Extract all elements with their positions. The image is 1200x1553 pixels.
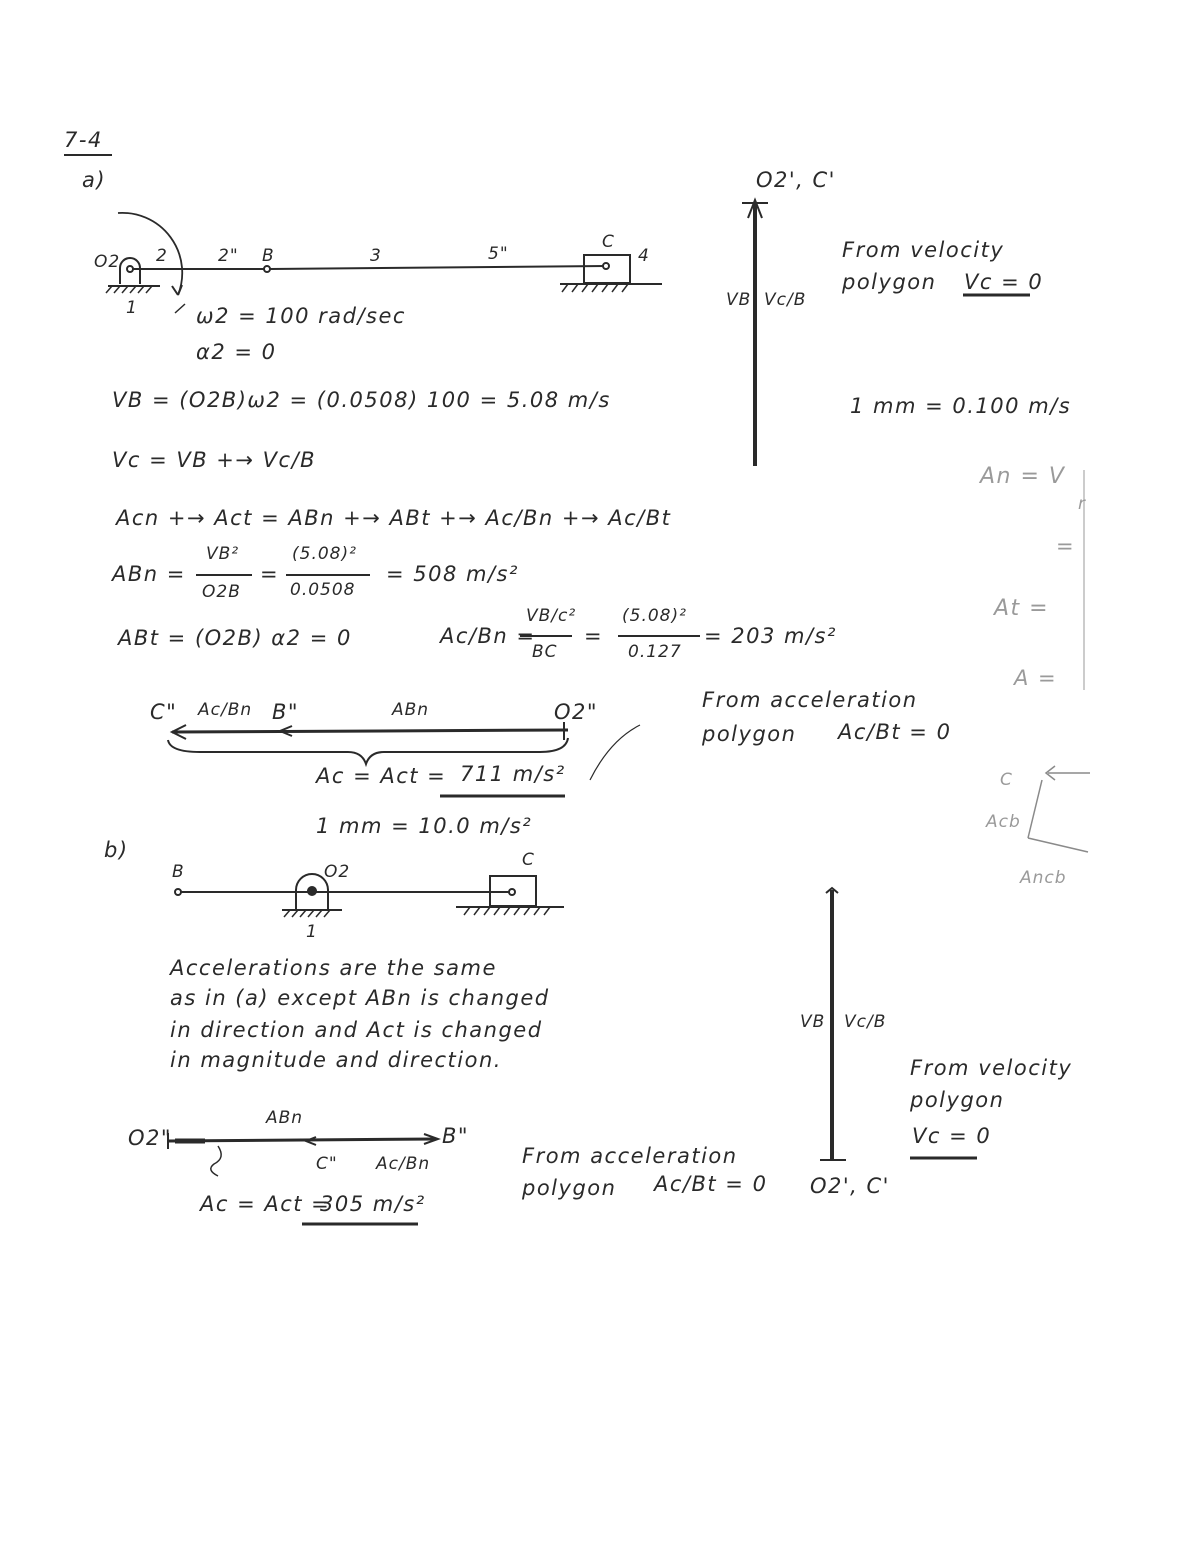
vel-a-note-line1: From velocity [842, 238, 1005, 262]
text-b-line4: in magnitude and direction. [170, 1048, 502, 1072]
vel-b-note-line2: polygon [910, 1088, 1005, 1112]
eq-acbn-frac1-den: BC [532, 642, 558, 662]
scribble-at: At = [994, 596, 1050, 621]
vel-a-note-line2: polygon [842, 270, 937, 294]
problem-number: 7-4 [64, 128, 103, 152]
acc-b-result-lhs: Ac = Act = [200, 1192, 331, 1216]
joint-b-b [175, 889, 181, 895]
acc-b-result: 305 m/s² [320, 1192, 426, 1216]
vel-a-top-label: O2', C' [756, 168, 836, 192]
acc-a-scale: 1 mm = 10.0 m/s² [316, 814, 533, 838]
acc-a-result: 711 m/s² [460, 762, 566, 786]
vel-b-vb-label: VB [800, 1012, 826, 1032]
mech-a-dim1-label: 2" [218, 246, 239, 266]
crank-arc [118, 213, 182, 295]
vel-a-scale: 1 mm = 0.100 m/s [850, 394, 1072, 418]
eq-abn-eq: = [260, 562, 280, 586]
scribble-an: An = V [980, 464, 1066, 489]
text-b-line3: in direction and Act is changed [170, 1018, 543, 1042]
eq-vb: VB = (O2B)ω2 = (0.0508) 100 = 5.08 m/s [112, 388, 611, 412]
text-b-line2: as in (a) except ABn is changed [170, 986, 550, 1010]
acc-a-c-label: C" [150, 700, 178, 724]
eq-acbn-frac2-num: (5.08)² [622, 606, 687, 626]
acc-b-c-label: C" [316, 1154, 338, 1174]
mech-a-link4-label: 4 [638, 246, 650, 266]
vel-b-note-line1: From velocity [910, 1056, 1073, 1080]
eq-abn-result: = 508 m/s² [386, 562, 519, 586]
mech-a-link2-label: 2 [156, 246, 168, 266]
acc-b-b-label: B" [442, 1124, 470, 1148]
acc-b-acb-label: Ac/Bn [376, 1154, 431, 1174]
scribble-eq: = [1056, 534, 1076, 558]
eq-abn-frac1-den: O2B [202, 582, 241, 602]
eq-acbn-frac1-num: VB/c² [526, 606, 577, 626]
scribble-an-den: r [1078, 494, 1086, 514]
acc-b-o2-label: O2" [128, 1126, 173, 1150]
eq-acbn-result: = 203 m/s² [704, 624, 837, 648]
brace-a [168, 738, 568, 764]
eq-vc: Vc = VB +→ Vc/B [112, 448, 317, 472]
vel-a-vb-label: VB [726, 290, 752, 310]
eq-acbn-frac2-den: 0.127 [628, 642, 682, 662]
vel-a-note-result: Vc = 0 [964, 270, 1044, 294]
acc-b-note-result: Ac/Bt = 0 [654, 1172, 768, 1196]
vel-b-bottom-label: O2', C' [810, 1174, 890, 1198]
part-b-label: b) [104, 838, 129, 862]
mech-a-link3-label: 3 [370, 246, 382, 266]
eq-abt: ABt = (O2B) α2 = 0 [118, 626, 352, 650]
acc-a-note-line1: From acceleration [702, 688, 918, 712]
link-b-c [270, 266, 606, 269]
acc-b-abn-label: ABn [266, 1108, 304, 1128]
acc-a-abn-label: ABn [392, 700, 430, 720]
acc-a-b-label: B" [272, 700, 300, 724]
margin-sketch [1028, 470, 1090, 852]
acc-a-acb-label: Ac/Bn [198, 700, 253, 720]
velocity-polygon-a [742, 200, 768, 466]
joint-b-a [264, 266, 270, 272]
mech-b-o2-label: O2 [324, 862, 351, 882]
omega-2: ω2 = 100 rad/sec [196, 304, 406, 328]
vel-b-note-result: Vc = 0 [912, 1124, 992, 1148]
mech-a-o2-label: O2 [94, 252, 121, 272]
vel-a-vcb-label: Vc/B [764, 290, 807, 310]
mech-a-b-label: B [262, 246, 275, 266]
eq-abn-frac2-den: 0.0508 [290, 580, 356, 600]
scribble-a: A = [1014, 666, 1058, 690]
mech-a-c-label: C [602, 232, 615, 252]
mech-b-b-label: B [172, 862, 185, 882]
acc-a-result-lhs: Ac = Act = [316, 764, 447, 788]
mechanism-a [106, 213, 662, 313]
scribble-acb: Acb [986, 812, 1021, 832]
mech-b-ground-label: 1 [306, 922, 318, 942]
text-b-line1: Accelerations are the same [170, 956, 497, 980]
scribble-c: C [1000, 770, 1013, 790]
acc-b-note-line2: polygon [522, 1176, 617, 1200]
acc-a-note-line2: polygon [702, 722, 797, 746]
eq-abn-frac1-num: VB² [206, 544, 240, 564]
acc-a-note-result: Ac/Bt = 0 [838, 720, 952, 744]
eq-ac: Acn +→ Act = ABn +→ ABt +→ Ac/Bn +→ Ac/Bt [116, 506, 672, 530]
mechanism-b [175, 874, 564, 917]
eq-acbn-lhs: Ac/Bn = [440, 624, 536, 648]
mech-a-dim2-label: 5" [488, 244, 509, 264]
eq-abn-lhs: ABn = [112, 562, 186, 586]
vel-b-vcb-label: Vc/B [844, 1012, 887, 1032]
part-a-label: a) [82, 168, 107, 192]
mech-b-c-label: C [522, 850, 535, 870]
scribble-acbn: Ancb [1020, 868, 1067, 888]
mech-a-ground-label: 1 [126, 298, 138, 318]
eq-abn-frac2-num: (5.08)² [292, 544, 357, 564]
eq-acbn-eq: = [584, 624, 604, 648]
acc-a-o2-label: O2" [554, 700, 599, 724]
acc-b-note-line1: From acceleration [522, 1144, 738, 1168]
alpha-2: α2 = 0 [196, 340, 277, 364]
